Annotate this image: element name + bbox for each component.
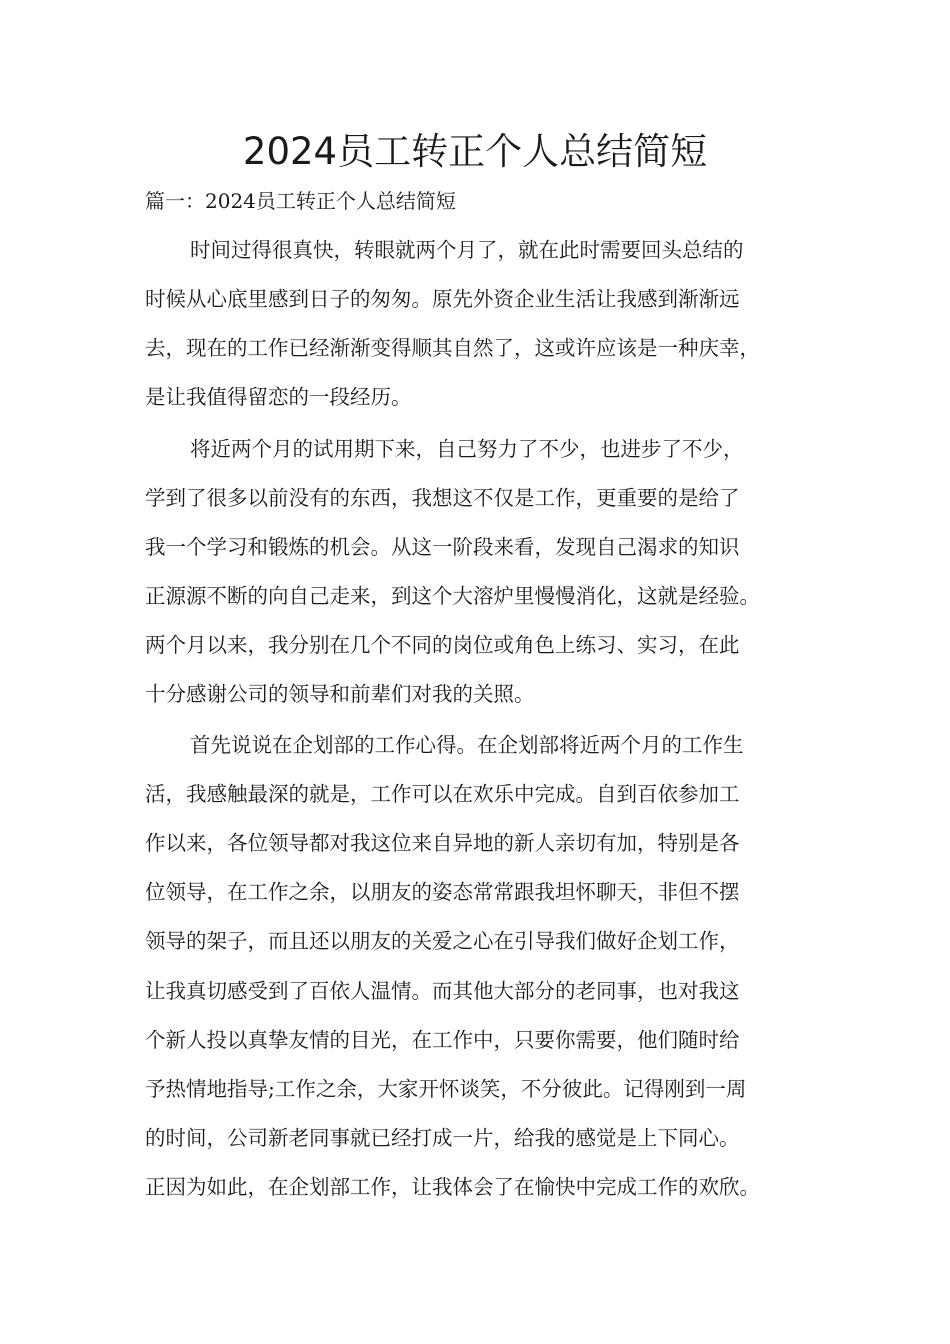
paragraph-3-line-9: 的时间，公司新老同事就已经打成一片，给我的感觉是上下同心。 bbox=[145, 1126, 740, 1150]
paragraph-2-line-5: 两个月以来，我分别在几个不同的岗位或角色上练习、实习，在此 bbox=[145, 633, 740, 657]
document-title: 2024员工转正个人总结简短 bbox=[242, 130, 708, 173]
paragraph-1-line-1: 时间过得很真快，转眼就两个月了，就在此时需要回头总结的 bbox=[190, 238, 744, 262]
paragraph-1-line-4: 是让我值得留恋的一段经历。 bbox=[145, 385, 412, 409]
paragraph-3-line-3: 作以来，各位领导都对我这位来自异地的新人亲切有加，特别是各 bbox=[145, 831, 740, 855]
paragraph-2-line-4: 正源源不断的向自己走来，到这个大溶炉里慢慢消化，这就是经验。 bbox=[145, 584, 760, 608]
paragraph-3-line-10: 正因为如此，在企划部工作，让我体会了在愉快中完成工作的欢欣。 bbox=[145, 1175, 760, 1199]
paragraph-3-line-2: 活，我感触最深的就是，工作可以在欢乐中完成。自到百依参加工 bbox=[145, 782, 740, 806]
paragraph-2-line-1: 将近两个月的试用期下来，自己努力了不少，也进步了不少， bbox=[190, 437, 744, 461]
paragraph-3-line-4: 位领导，在工作之余，以朋友的姿态常常跟我坦怀聊天，非但不摆 bbox=[145, 880, 740, 904]
paragraph-3-line-5: 领导的架子，而且还以朋友的关爱之心在引导我们做好企划工作， bbox=[145, 929, 740, 953]
paragraph-3-line-6: 让我真切感受到了百依人温情。而其他大部分的老同事，也对我这 bbox=[145, 979, 740, 1003]
paragraph-2-line-3: 我一个学习和锻炼的机会。从这一阶段来看，发现自己渴求的知识 bbox=[145, 535, 740, 559]
paragraph-2-line-6: 十分感谢公司的领导和前辈们对我的关照。 bbox=[145, 682, 535, 706]
paragraph-3-line-1: 首先说说在企划部的工作心得。在企划部将近两个月的工作生 bbox=[190, 733, 744, 757]
paragraph-2-line-2: 学到了很多以前没有的东西，我想这不仅是工作，更重要的是给了 bbox=[145, 486, 740, 510]
paragraph-1-line-2: 时候从心底里感到日子的匆匆。原先外资企业生活让我感到渐渐远 bbox=[145, 287, 740, 311]
paragraph-3-line-7: 个新人投以真挚友情的目光，在工作中，只要你需要，他们随时给 bbox=[145, 1028, 740, 1052]
section-heading: 篇一：2024员工转正个人总结简短 bbox=[145, 189, 456, 213]
paragraph-3-line-8: 予热情地指导;工作之余，大家开怀谈笑，不分彼此。记得刚到一周 bbox=[145, 1077, 747, 1101]
paragraph-1-line-3: 去，现在的工作已经渐渐变得顺其自然了，这或许应该是一种庆幸， bbox=[145, 336, 760, 360]
